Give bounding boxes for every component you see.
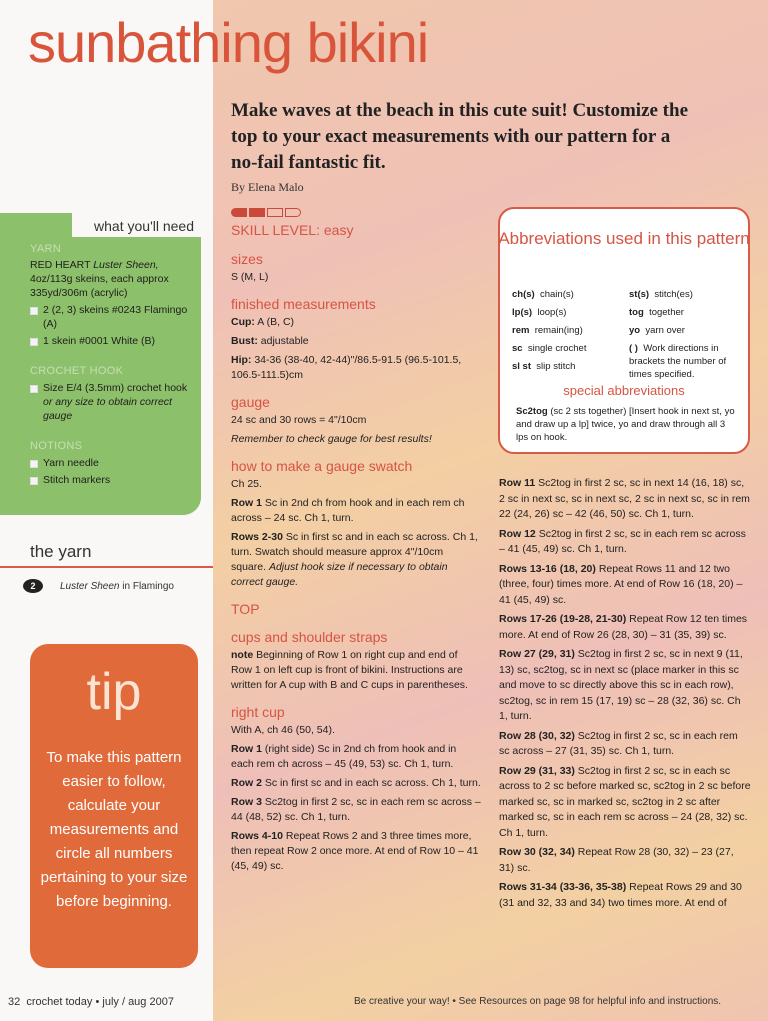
abbreviation-entry: tog together: [629, 307, 684, 318]
yarn-info: [22, 578, 174, 594]
yarn-description: [30, 258, 195, 300]
page-footer-tagline: Be creative your way! • See Resources on page 98 for helpful info and instructions.: [354, 996, 722, 1007]
skill-level: SKILL LEVEL: easy: [231, 222, 354, 238]
page-title: sunbathing bikini: [28, 11, 429, 74]
issue-date: july / aug 2007: [102, 996, 174, 1008]
yarn-name: Luster Sheen,: [93, 259, 159, 271]
abbreviation-entry: sc single crochet: [512, 343, 587, 354]
cups-note: note Beginning of Row 1 on right cup and end of Row 1 on left cup is front of bikini. Instructions are written for A cup with B and C cups in parentheses.: [231, 649, 468, 691]
swatch-heading: how to make a gauge swatch: [231, 458, 413, 474]
special-abbreviations-title: special abbreviations: [563, 383, 685, 398]
yarn-label: YARN: [30, 243, 61, 255]
hook-main: Size E/4 (3.5mm) crochet hook: [43, 382, 188, 394]
abbreviation-entry: yo yarn over: [629, 325, 685, 336]
tip-text: To make this pattern easier to follow, calculate your measurements and circle all numbers pertaining to your size before beginning.: [40, 749, 188, 910]
page-footer-left: 32 crochet today • july / aug 2007: [8, 996, 174, 1008]
hip-line: Hip: 34-36 (38-40, 42-44)"/86.5-91.5 (96.5-101.5, 106.5-111.5)cm: [231, 354, 462, 381]
pattern-row: Row 12 Sc2tog in first 2 sc, sc in each rem sc across – 41 (45, 49) sc. Ch 1, turn.: [499, 527, 746, 555]
pattern-row: Rows 4-10 Repeat Rows 2 and 3 three times more, then repeat Row 2 once more. At end of Row 10 – 41 (45, 49) sc.: [231, 830, 479, 872]
gauge-text: 24 sc and 30 rows = 4"/10cm: [231, 414, 367, 426]
tip-title: tip: [86, 663, 142, 721]
abbreviations-col-left: [512, 288, 627, 386]
swatch-rows: Rows 2-30 Sc in first sc and in each sc across. Ch 1, turn. Swatch should measure approx 4"/10cm square. Adjust hook size if necessary to obtain correct gauge.: [231, 531, 478, 588]
pattern-row: Row 28 (30, 32) Sc2tog in first 2 sc, sc in each rem sc across – 27 (31, 35) sc. Ch 1, turn.: [499, 729, 738, 757]
hook-alt: or any size to obtain correct gauge: [43, 396, 172, 422]
pattern-row: Row 30 (32, 34) Repeat Row 28 (30, 32) – 23 (27, 31) sc.: [499, 846, 734, 874]
abbreviation-entry: rem remain(ing): [512, 325, 583, 336]
swatch-row1: Row 1 Sc in 2nd ch from hook and in each rem ch across – 24 sc. Ch 1, turn.: [231, 497, 465, 524]
yarn-item: 1 skein #0001 White (B): [30, 334, 195, 348]
byline: By Elena Malo: [231, 180, 304, 194]
pattern-row: Row 2 Sc in first sc and in each sc across. Ch 1, turn.: [231, 777, 481, 789]
hook-label: CROCHET HOOK: [30, 365, 124, 377]
gauge-heading: gauge: [231, 394, 270, 410]
bust-line: Bust: adjustable: [231, 335, 309, 347]
abbreviation-entry: lp(s) loop(s): [512, 307, 567, 318]
cup-line: Cup: A (B, C): [231, 316, 295, 328]
yarn-divider: [0, 566, 213, 568]
yarn-featured-name: Luster Sheen: [60, 580, 120, 592]
cups-heading: cups and shoulder straps: [231, 629, 388, 645]
measurements-heading: finished measurements: [231, 296, 376, 312]
skill-meter: [231, 208, 481, 217]
notion-item: Yarn needle: [30, 456, 195, 470]
materials-content: [30, 242, 195, 487]
abbreviation-entry: ( ) Work directions in brackets the number of times specified.: [629, 343, 727, 380]
yarn-item: 2 (2, 3) skeins #0243 Flamingo (A): [30, 303, 195, 331]
yarn-brand: RED HEART: [30, 259, 91, 271]
pattern-row: Row 27 (29, 31) Sc2tog in first 2 sc, sc in next 9 (11, 13) sc, sc2tog, sc in next sc (place marker in this sc and move to sc directly above this sc in each row), sc2tog, sc in rem 15 (17, 19) sc – 28 (32, 36) sc. Ch 1, turn.: [499, 648, 743, 722]
pattern-column-right: [499, 476, 751, 915]
abbreviation-entry: ch(s) chain(s): [512, 289, 574, 300]
hook-item: [30, 381, 195, 423]
notion-item: Stitch markers: [30, 473, 195, 487]
skill-segment: [285, 208, 301, 217]
abbreviations-list: [512, 288, 744, 386]
yarn-weight-icon: [22, 578, 44, 594]
skill-segment: [249, 208, 265, 217]
abbreviation-entry: sl st slip stitch: [512, 361, 576, 372]
special-abbreviation: Sc2tog (sc 2 sts together) [Insert hook in next st, yo and draw up a lp] twice, yo and draw through all 3 lps on hook.: [516, 406, 735, 443]
sizes-text: S (M, L): [231, 271, 269, 283]
pattern-row: Rows 13-16 (18, 20) Repeat Rows 11 and 12 two (three, four) times more. At end of Row 16 (18, 20) – 41 (45, 49) sc.: [499, 562, 743, 606]
pattern-column-left: [231, 208, 481, 878]
pattern-row: Row 29 (31, 33) Sc2tog in first 2 sc, sc in each sc across to 2 sc before marked sc, sc2tog in 2 sc before marked sc, sc in marked sc, sc2tog in 2 sc after marked sc, sc in each rem sc across – 24 (28, 32) sc. Ch 1, turn.: [499, 764, 751, 839]
gauge-note: Remember to check gauge for best results!: [231, 433, 432, 445]
page-number: 32: [8, 996, 21, 1008]
right-cup-ch: With A, ch 46 (50, 54).: [231, 724, 335, 736]
right-cup-heading: right cup: [231, 704, 285, 720]
pattern-row: Rows 17-26 (19-28, 21-30) Repeat Row 12 ten times more. At end of Row 26 (28, 30) – 31 (35, 39) sc.: [499, 613, 748, 641]
magazine-name: crochet today: [26, 996, 93, 1008]
pattern-row: Row 1 (right side) Sc in 2nd ch from hook and in each rem ch across – 45 (49, 53) sc. Ch 1, turn.: [231, 743, 457, 770]
yarn-featured-color: in Flamingo: [122, 580, 174, 592]
pattern-row: Rows 31-34 (33-36, 35-38) Repeat Rows 29 and 30 (31 and 32, 33 and 34) two times more. At end of: [499, 881, 742, 909]
materials-header: what you'll need: [94, 218, 194, 234]
notions-label: NOTIONS: [30, 440, 83, 452]
pattern-row: Row 11 Sc2tog in first 2 sc, sc in next 14 (16, 18) sc, 2 sc in next sc, sc in next sc, 2 sc in next sc, sc in rem 22 (24, 26) sc – 42 (46, 50) sc. Ch 1, turn.: [499, 477, 750, 520]
top-heading: TOP: [231, 601, 260, 617]
swatch-ch: Ch 25.: [231, 478, 262, 490]
abbreviations-title: Abbreviations used in this pattern: [498, 229, 750, 248]
skill-segment: [231, 208, 247, 217]
skill-segment: [267, 208, 283, 217]
yarn-spec: 4oz/113g skeins, each approx 335yd/306m (acrylic): [30, 273, 169, 299]
abbreviations-col-right: [629, 288, 744, 386]
abbreviation-entry: st(s) stitch(es): [629, 289, 693, 300]
pattern-row: Row 3 Sc2tog in first 2 sc, sc in each rem sc across – 44 (48, 52) sc. Ch 1, turn.: [231, 796, 481, 823]
yarn-weight-number: 2: [30, 581, 36, 591]
yarn-heading: the yarn: [30, 542, 92, 561]
sizes-heading: sizes: [231, 251, 263, 267]
intro-text: Make waves at the beach in this cute suit! Customize the top to your exact measurements with our pattern for a no-fail fantastic fit.: [231, 100, 689, 173]
